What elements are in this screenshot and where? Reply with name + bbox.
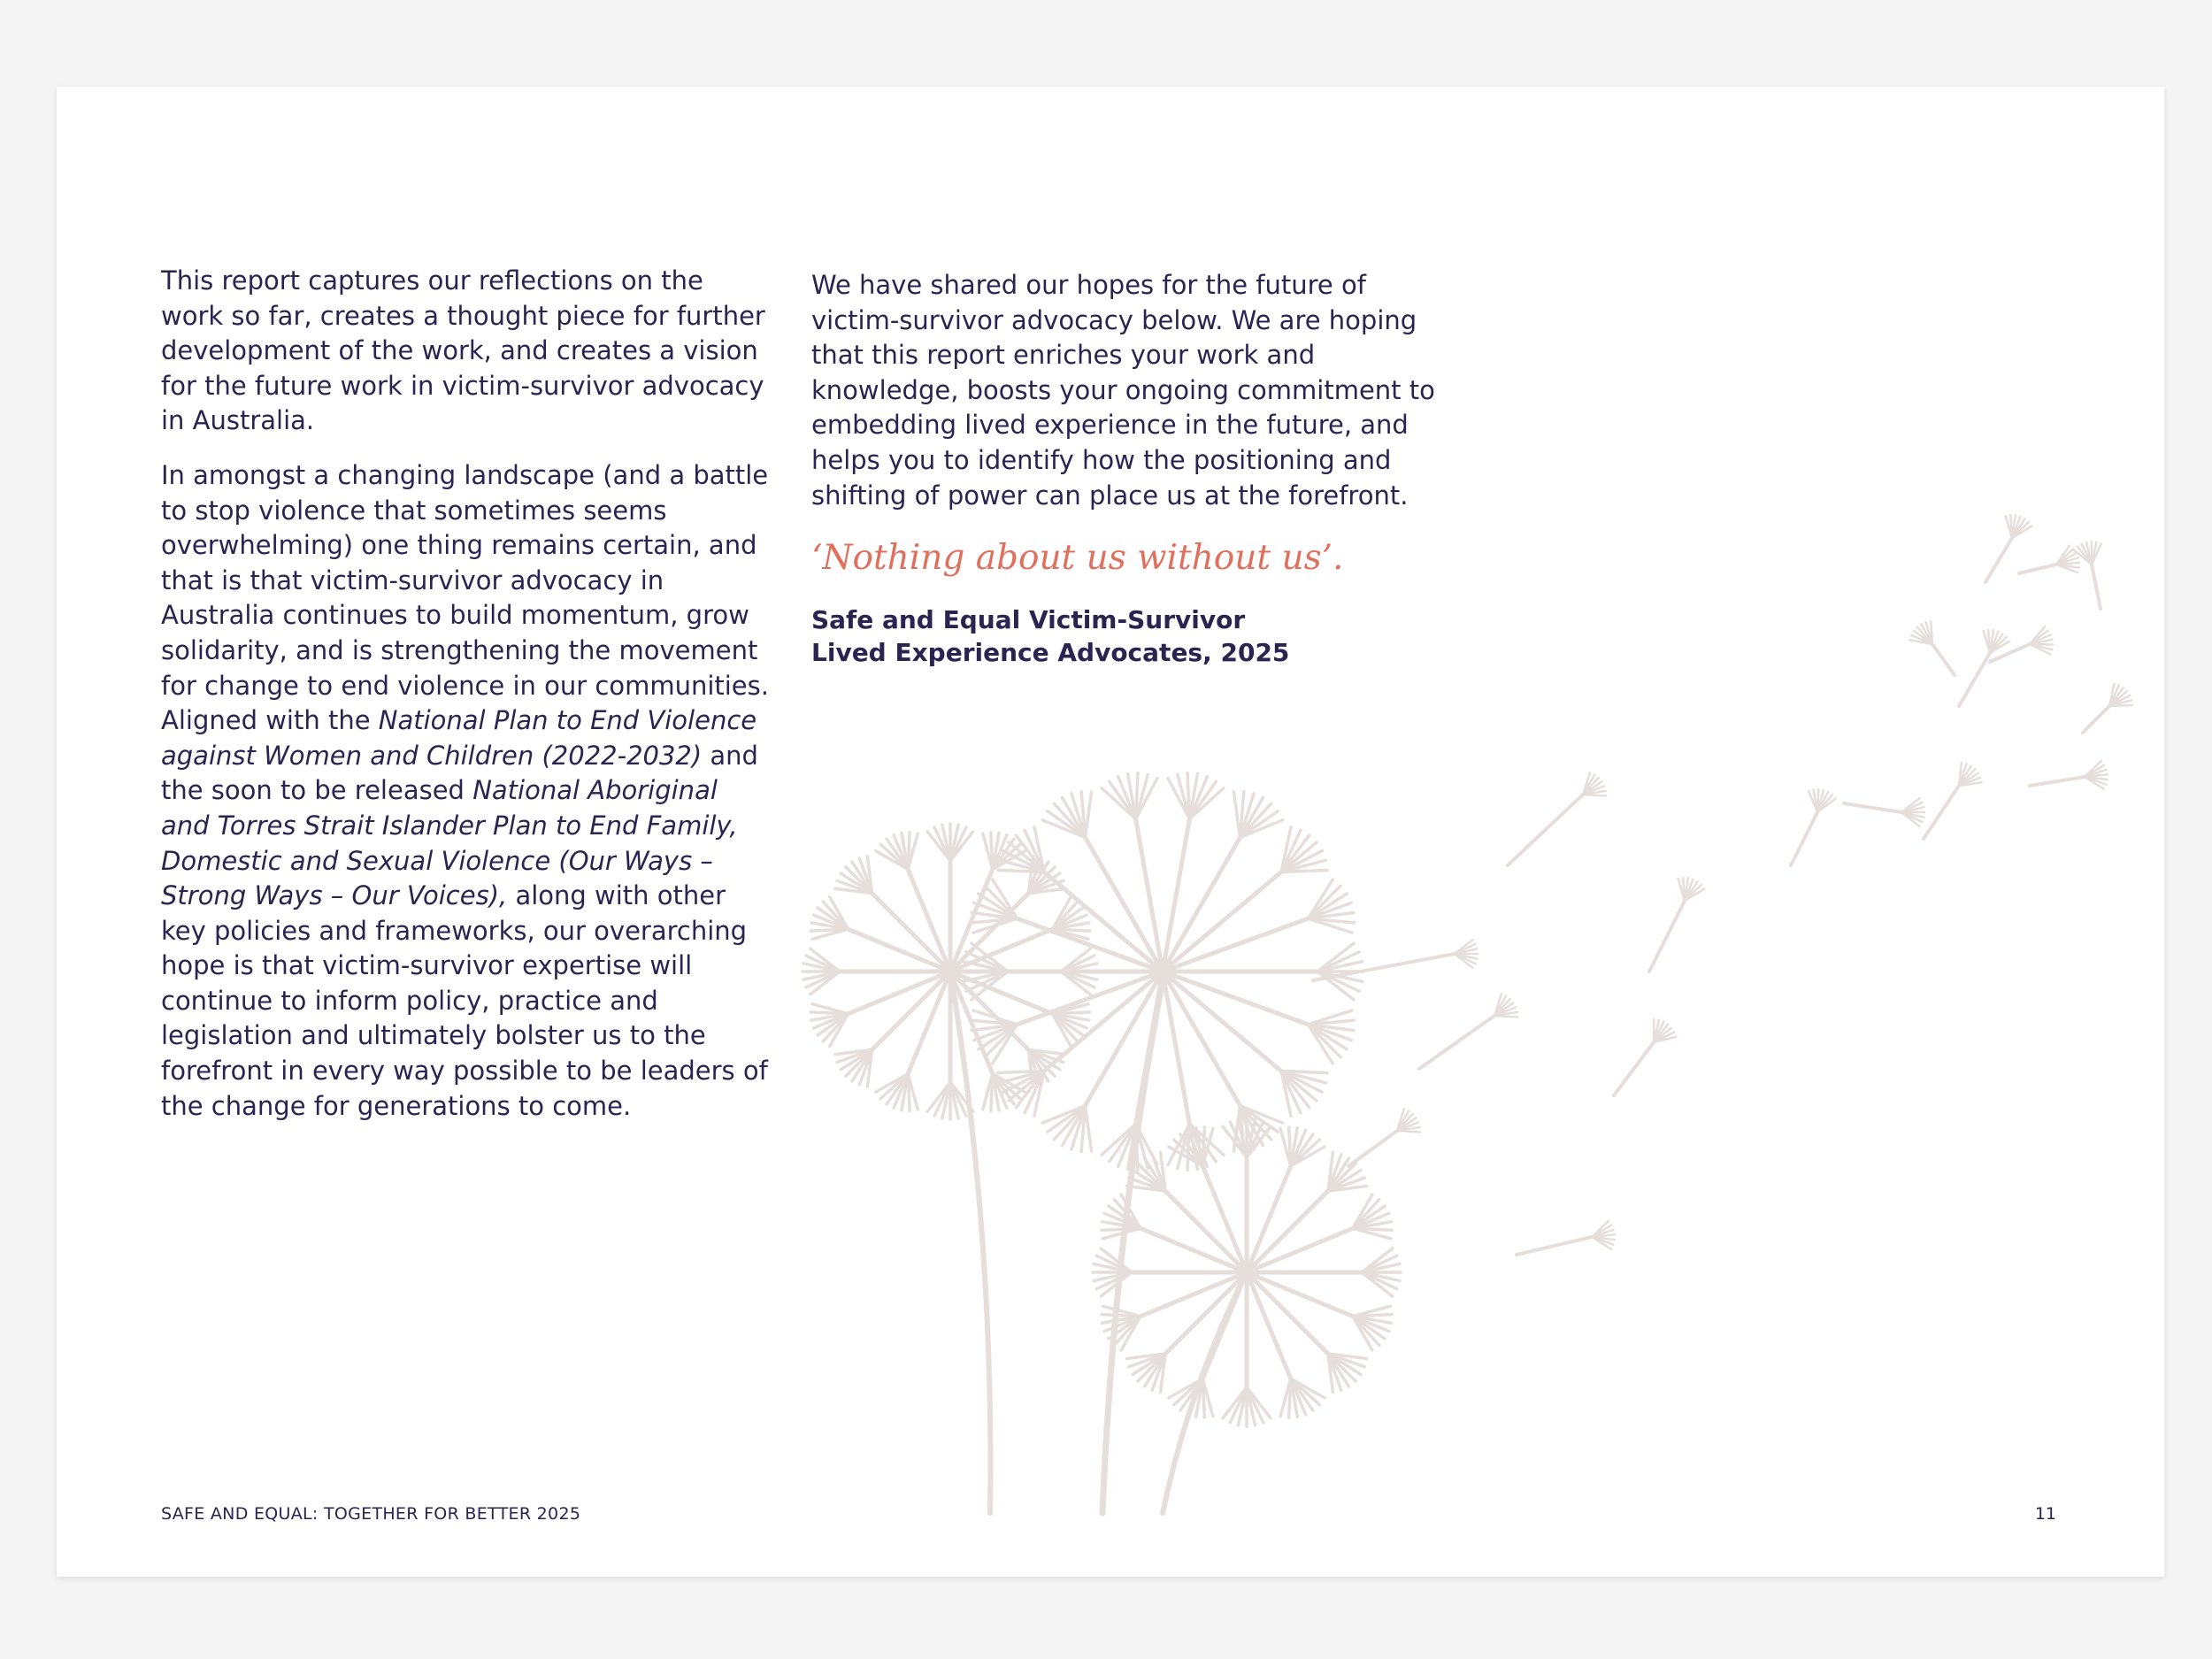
national-plan-title: National Plan to End Violence against Women and Children (2022-2032) bbox=[161, 705, 757, 771]
intro-paragraph: This report captures our reflections on the work so far, creates a thought piece for further development of the work, and creates a vision for the future work in victim-survivor advocacy in Australia. bbox=[161, 265, 765, 436]
report-page bbox=[57, 87, 2164, 1577]
signature-line-2: Lived Experience Advocates, 2025 bbox=[811, 638, 1290, 668]
aboriginal-plan-title: National Aboriginal and Torres Strait Islander Plan to End Family, Domestic and Sexual Violence (Our Ways – Strong Ways – Our Voices), bbox=[161, 775, 738, 911]
signature bbox=[811, 603, 1448, 669]
signature-line-1: Safe and Equal Victim-Survivor bbox=[811, 605, 1246, 635]
page-number: 11 bbox=[2034, 1504, 2056, 1524]
right-column bbox=[811, 268, 1448, 669]
pull-quote: ‘Nothing about us without us’. bbox=[811, 538, 1344, 579]
hopes-paragraph: We have shared our hopes for the future of victim-survivor advocacy below. We are hoping that this report enriches your work and knowledge, boosts your ongoing commitment to embedding lived experience in the future, and helps you to identify how the positioning and shifting of power can place us at the forefront. bbox=[811, 270, 1435, 511]
landscape-paragraph: In amongst a changing landscape (and a battle to stop violence that sometimes seems overwhelming) one thing remains certain, and that is that victim-survivor advocacy in Australia continues to build momentum, grow solidarity, and is strengthening the movement for change to end violence in our communities. Aligned with the National Plan to End Violence against Women and Children (2022-2032) and the soon to be released National Aboriginal and Torres Strait Islander Plan to End Family, Domestic and Sexual Violence (Our Ways – Strong Ways – Our Voices), along with other key policies and frameworks, our overarching hope is that victim-survivor expertise will continue to inform policy, practice and legislation and ultimately bolster us to the forefront in every way possible to be leaders of the change for generations to come. bbox=[161, 459, 769, 1121]
left-column bbox=[161, 264, 772, 1124]
footer-title: SAFE AND EQUAL: TOGETHER FOR BETTER 2025 bbox=[161, 1504, 581, 1524]
